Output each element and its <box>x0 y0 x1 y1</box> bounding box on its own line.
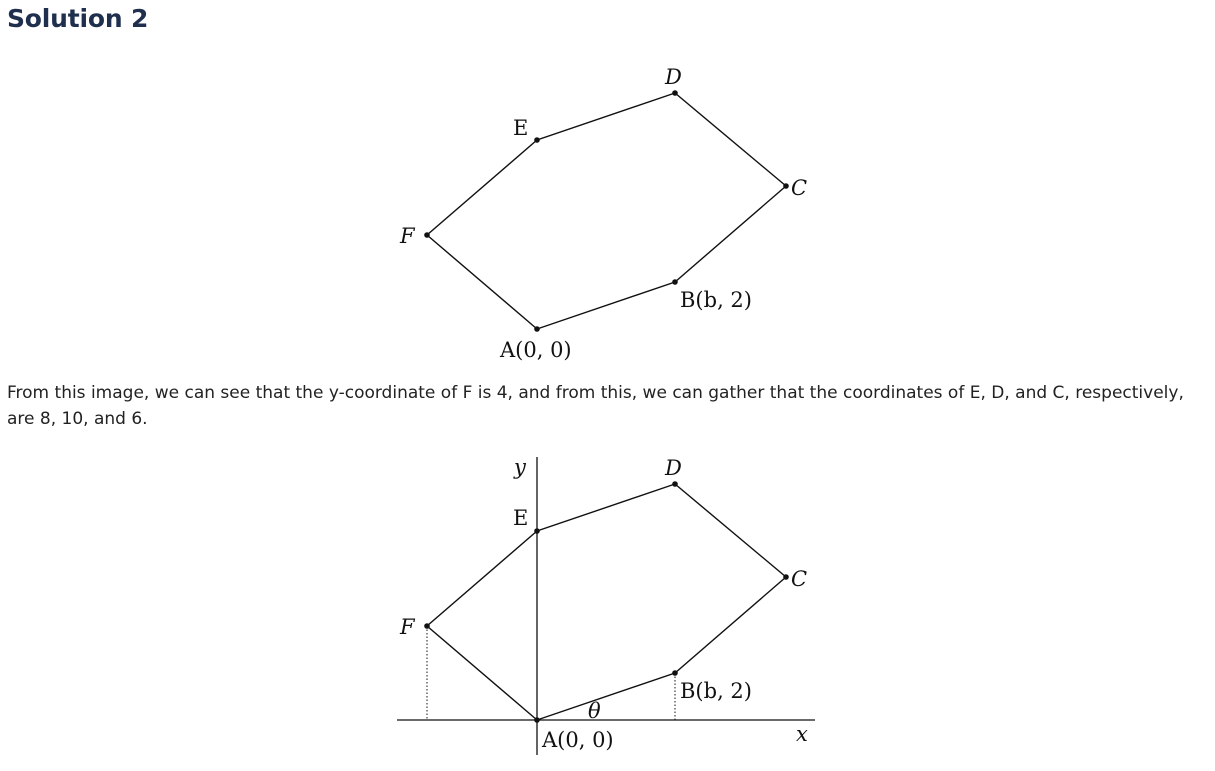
x-axis-label: x <box>796 722 808 746</box>
solution-heading: Solution 2 <box>7 4 149 33</box>
vertex-e <box>534 528 540 534</box>
y-axis-label: y <box>514 455 526 479</box>
label-a: A(0, 0) <box>500 338 572 362</box>
label-b: B(b, 2) <box>680 679 752 703</box>
label-d: D <box>665 456 682 480</box>
vertex-f <box>424 232 430 238</box>
explanation-paragraph: From this image, we can see that the y-coordinate of F is 4, and from this, we can gather that the coordinates of E, D, and C, respectively, are 8, 10, and 6. <box>7 383 1184 429</box>
label-a: A(0, 0) <box>542 728 614 752</box>
hexagon-figure-1 <box>0 60 1215 370</box>
label-f: F <box>400 224 415 248</box>
label-d: D <box>665 65 682 89</box>
label-b: B(b, 2) <box>680 288 752 312</box>
vertex-d <box>672 90 678 96</box>
vertex-b <box>672 670 678 676</box>
angle-label: θ <box>588 699 601 723</box>
vertex-a <box>534 717 540 723</box>
hexagon-figure-2 <box>0 450 1215 765</box>
vertex-a <box>534 326 540 332</box>
vertex-c <box>783 183 789 189</box>
vertex-f <box>424 623 430 629</box>
vertex-d <box>672 481 678 487</box>
label-f: F <box>400 615 415 639</box>
label-e: E <box>513 116 529 140</box>
label-c: C <box>791 567 808 591</box>
vertex-e <box>534 137 540 143</box>
vertex-b <box>672 279 678 285</box>
label-c: C <box>791 176 808 200</box>
vertex-c <box>783 574 789 580</box>
label-e: E <box>513 506 529 530</box>
